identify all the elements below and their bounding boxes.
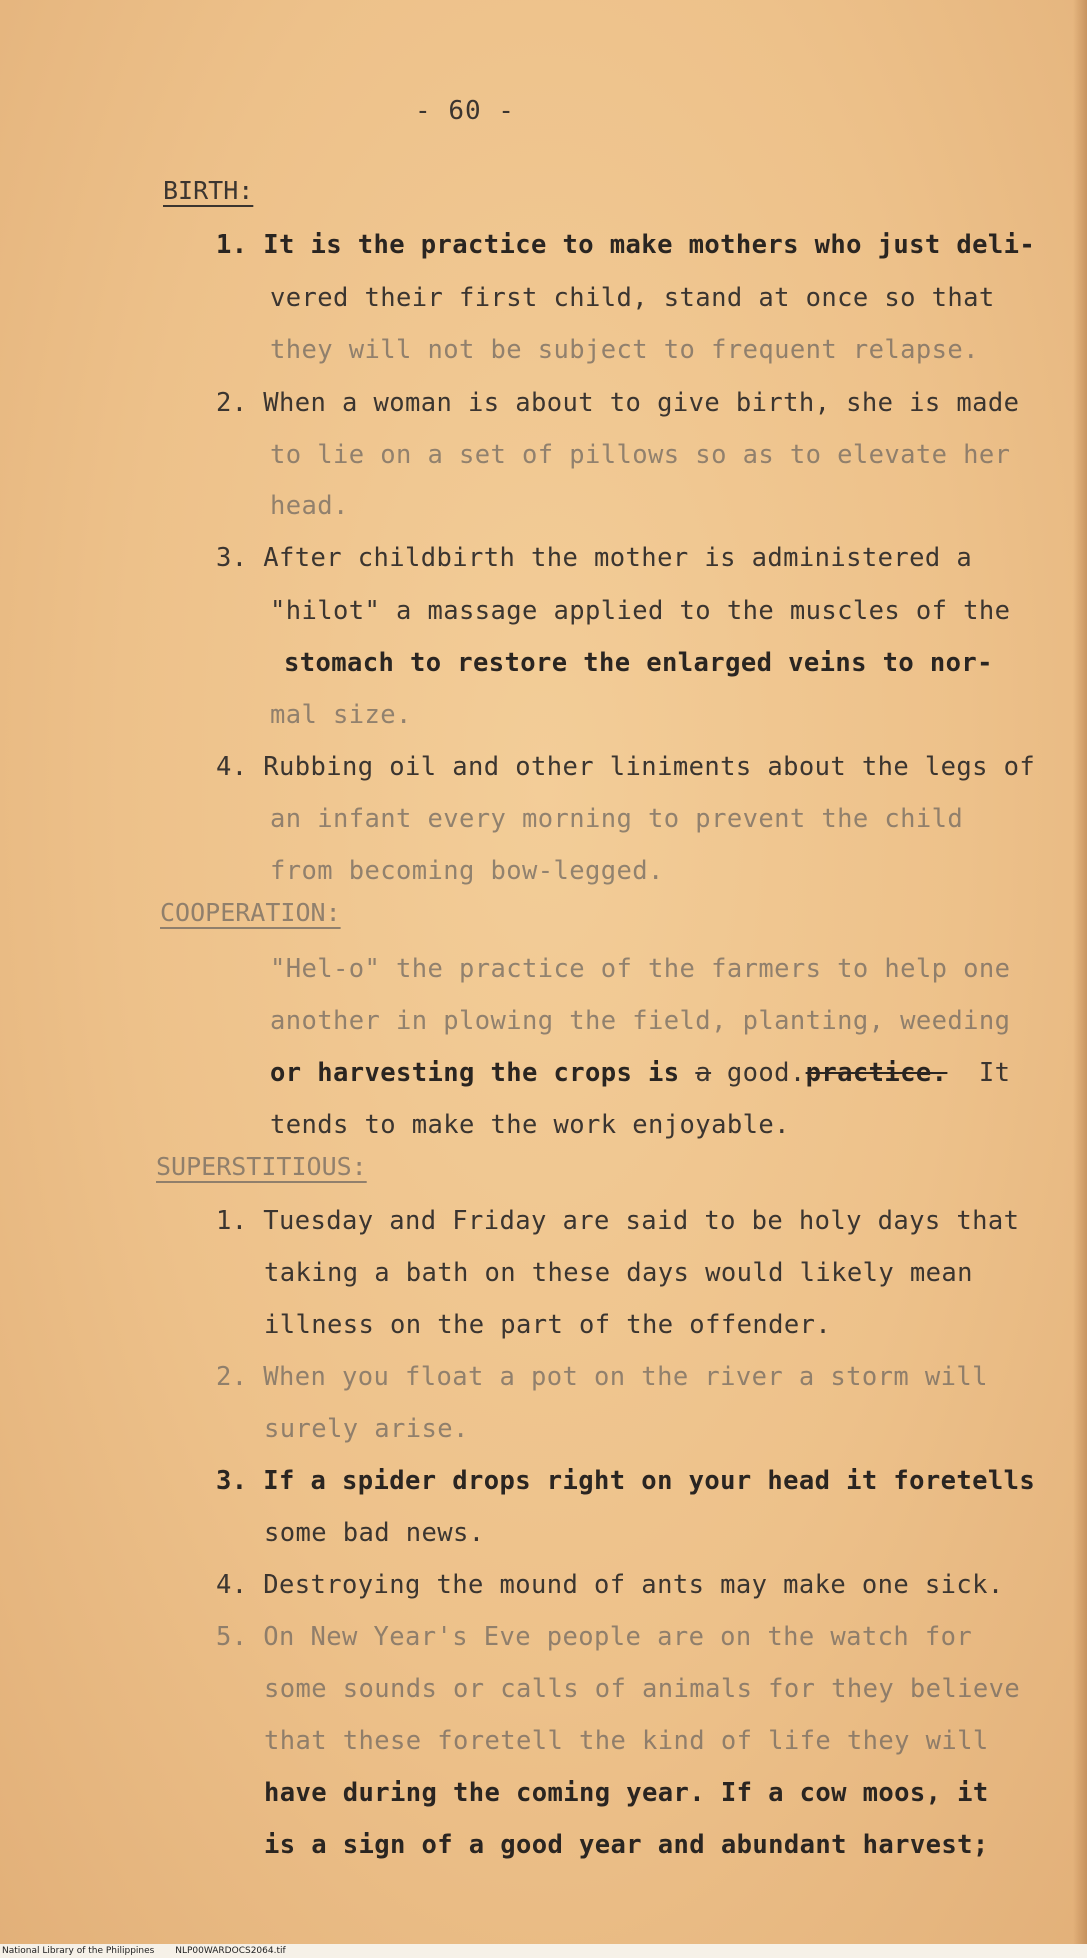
text-line: 2. When a woman is about to give birth, she is made [216,388,1020,418]
text-line: taking a bath on these days would likely mean [264,1258,973,1288]
text-line: 3. If a spider drops right on your head it foretells [216,1466,1036,1496]
section-heading-text: BIRTH: [163,176,254,205]
text-line: some sounds or calls of animals for they believe [264,1674,1021,1704]
text-line: they will not be subject to frequent relapse. [270,335,979,365]
text-line: 5. On New Year's Eve people are on the watch for [216,1622,973,1652]
text-line: surely arise. [264,1414,469,1444]
text-line: 4. Destroying the mound of ants may make one sick. [216,1570,1004,1600]
text-segment: or harvesting the crops is [270,1058,680,1088]
text-line: mal size. [270,700,412,730]
text-line [270,1058,1010,1088]
struck-article: a [695,1058,712,1088]
text-line: vered their first child, stand at once so that [270,283,995,313]
text-line: illness on the part of the offender. [264,1310,832,1340]
section-heading-text: COOPERATION: [160,898,341,927]
text-line: "Hel-o" the practice of the farmers to help one [270,954,1011,984]
text-line: head. [270,491,349,521]
text-line: some bad news. [264,1518,485,1548]
text-line: 1. It is the practice to make mothers who just deli- [216,230,1036,260]
text-line: 3. After childbirth the mother is administered a [216,543,973,573]
text-line: an infant every morning to prevent the child [270,804,964,834]
text-line: have during the coming year. If a cow moos, it [264,1778,989,1808]
library-name: National Library of the Philippines [2,1946,155,1956]
struck-word: practice. [805,1058,948,1088]
section-heading-superstitious [156,1152,367,1181]
archive-footer [0,1944,1087,1958]
paper-edge-shadow [1073,0,1087,1958]
text-line: that these foretell the kind of life they will [264,1726,989,1756]
text-line: 1. Tuesday and Friday are said to be holy days that [216,1206,1020,1236]
section-heading-birth [163,176,253,205]
text-line: stomach to restore the enlarged veins to nor- [284,648,993,678]
text-line: 2. When you float a pot on the river a storm will [216,1362,988,1392]
text-line: tends to make the work enjoyable. [270,1110,790,1140]
text-line: "hilot" a massage applied to the muscles of the [270,596,1011,626]
text-line: another in plowing the field, planting, weeding [270,1006,1011,1036]
text-line: from becoming bow-legged. [270,856,664,886]
text-line: 4. Rubbing oil and other liniments about the legs of [216,752,1036,782]
text-line: is a sign of a good year and abundant harvest; [264,1830,989,1860]
text-segment: good. [726,1058,806,1088]
section-heading-cooperation [160,898,341,927]
page-number: - 60 - [415,96,515,126]
section-heading-text: SUPERSTITIOUS: [156,1152,367,1181]
text-segment: It [978,1058,1011,1088]
text-line: to lie on a set of pillows so as to elevate her [270,440,1011,470]
file-id: NLP00WARDOCS2064.tif [175,1946,286,1956]
